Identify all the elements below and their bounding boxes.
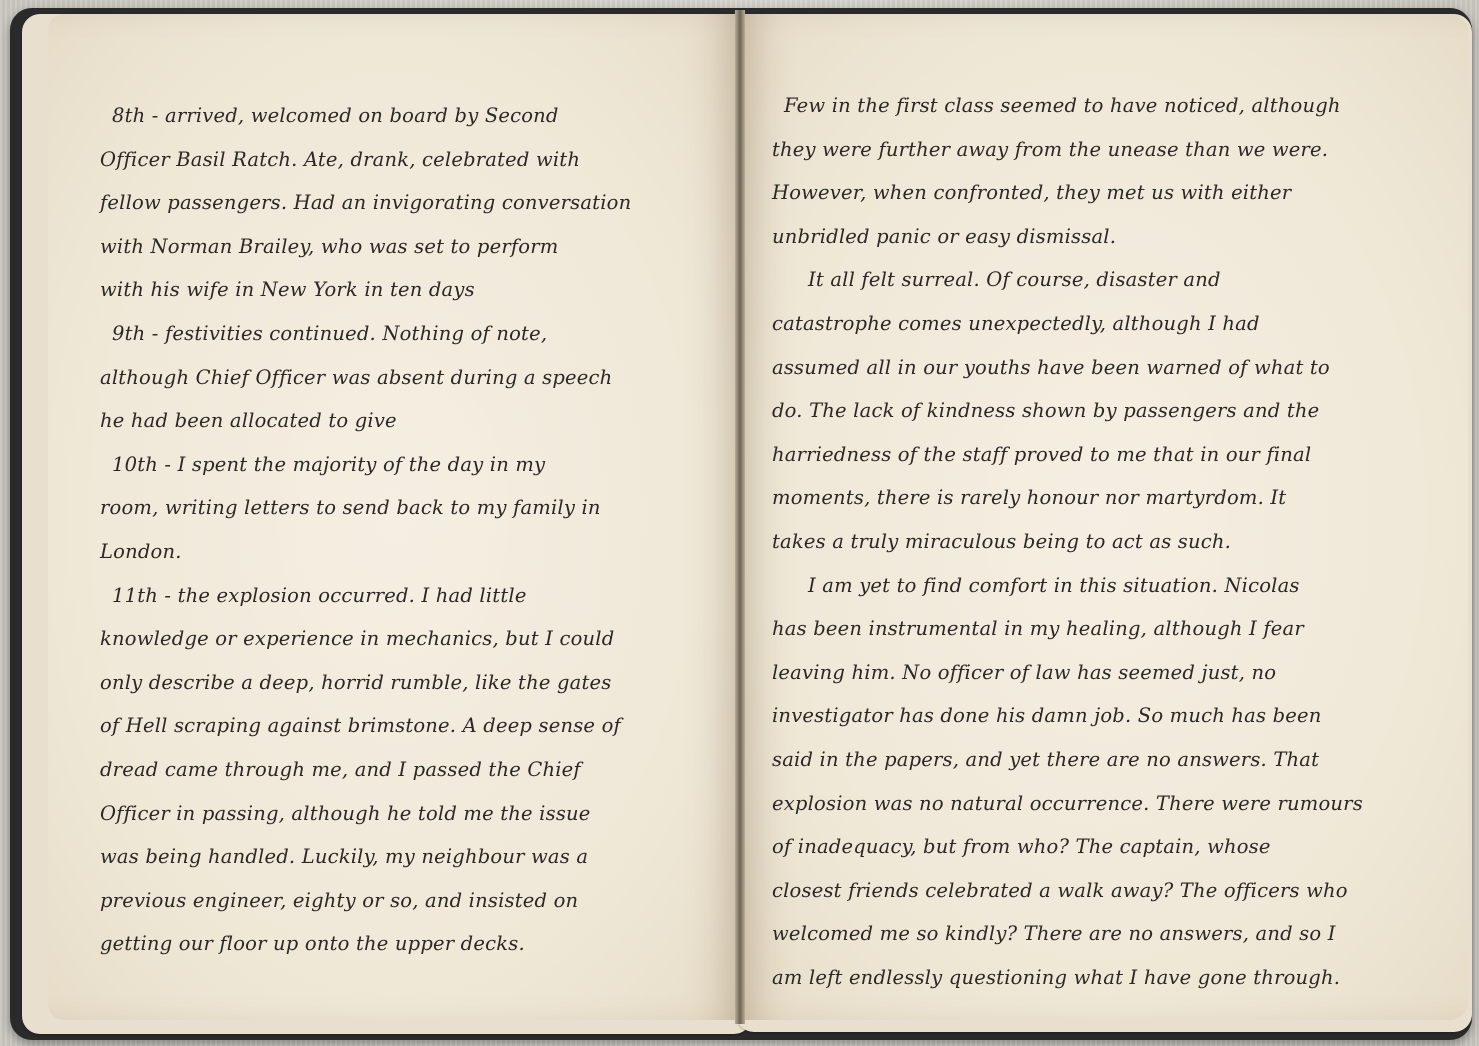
handwritten-line: with Norman Brailey, who was set to perform [100,234,559,258]
handwritten-line: catastrophe comes unexpectedly, although I had [772,311,1260,335]
handwritten-line: unbridled panic or easy dismissal. [772,224,1117,248]
handwritten-line: takes a truly miraculous being to act as such. [772,529,1232,553]
handwritten-line: was being handled. Luckily, my neighbour was a [100,845,589,869]
left-page [48,14,738,1020]
handwritten-line: with his wife in New York in ten days [100,278,475,302]
handwritten-line: of Hell scraping against brimstone. A deep sense of [100,714,621,738]
handwritten-line: harriedness of the staff proved to me that in our final [772,442,1312,466]
handwritten-line: am left endlessly questioning what I have gone through. [772,965,1341,989]
handwritten-line: he had been allocated to give [100,409,397,433]
handwritten-line: of inadequacy, but from who? The captain, whose [772,835,1271,859]
handwritten-line: However, when confronted, they met us with either [772,181,1292,205]
handwritten-line: I am yet to find comfort in this situation. Nicolas [808,573,1300,597]
handwritten-line: getting our floor up onto the upper decks. [100,932,525,956]
handwritten-line: closest friends celebrated a walk away? The officers who [772,878,1348,902]
right-page [742,14,1468,1020]
right-page-text [772,84,1462,999]
handwritten-line: Officer in passing, although he told me the issue [100,801,591,825]
handwritten-line: Officer Basil Ratch. Ate, drank, celebrated with [100,147,581,171]
handwritten-line: 11th - the explosion occurred. I had little [112,583,527,607]
handwritten-line: knowledge or experience in mechanics, but I could [100,627,615,651]
handwritten-line: leaving him. No officer of law has seemed just, no [772,660,1277,684]
handwritten-line: moments, there is rarely honour nor martyrdom. It [772,486,1287,510]
handwritten-line: investigator has done his damn job. So much has been [772,704,1322,728]
book-spine-gutter [735,10,745,1024]
handwritten-line: explosion was no natural occurrence. There were rumours [772,791,1363,815]
handwritten-line: 9th - festivities continued. Nothing of note, [112,321,548,345]
left-page-text [100,94,724,966]
handwritten-line: do. The lack of kindness shown by passengers and the [772,399,1320,423]
handwritten-line: London. [100,539,182,563]
handwritten-line: room, writing letters to send back to my family in [100,496,601,520]
handwritten-line: said in the papers, and yet there are no answers. That [772,747,1320,771]
handwritten-line: 8th - arrived, welcomed on board by Second [112,104,559,127]
handwritten-line: previous engineer, eighty or so, and insisted on [100,888,579,912]
handwritten-line: fellow passengers. Had an invigorating conversation [100,191,632,215]
handwritten-line: although Chief Officer was absent during a speech [100,365,613,389]
handwritten-line: only describe a deep, horrid rumble, like the gates [100,670,612,694]
handwritten-line: It all felt surreal. Of course, disaster and [808,268,1221,292]
handwritten-line: assumed all in our youths have been warned of what to [772,355,1330,379]
handwritten-line: welcomed me so kindly? There are no answers, and so I [772,922,1336,946]
handwritten-line: they were further away from the unease than we were. [772,137,1329,161]
handwritten-line: has been instrumental in my healing, although I fear [772,617,1304,641]
handwritten-line: Few in the first class seemed to have noticed, although [784,94,1341,117]
handwritten-line: dread came through me, and I passed the Chief [100,757,581,781]
handwritten-line: 10th - I spent the majority of the day in my [112,452,546,476]
